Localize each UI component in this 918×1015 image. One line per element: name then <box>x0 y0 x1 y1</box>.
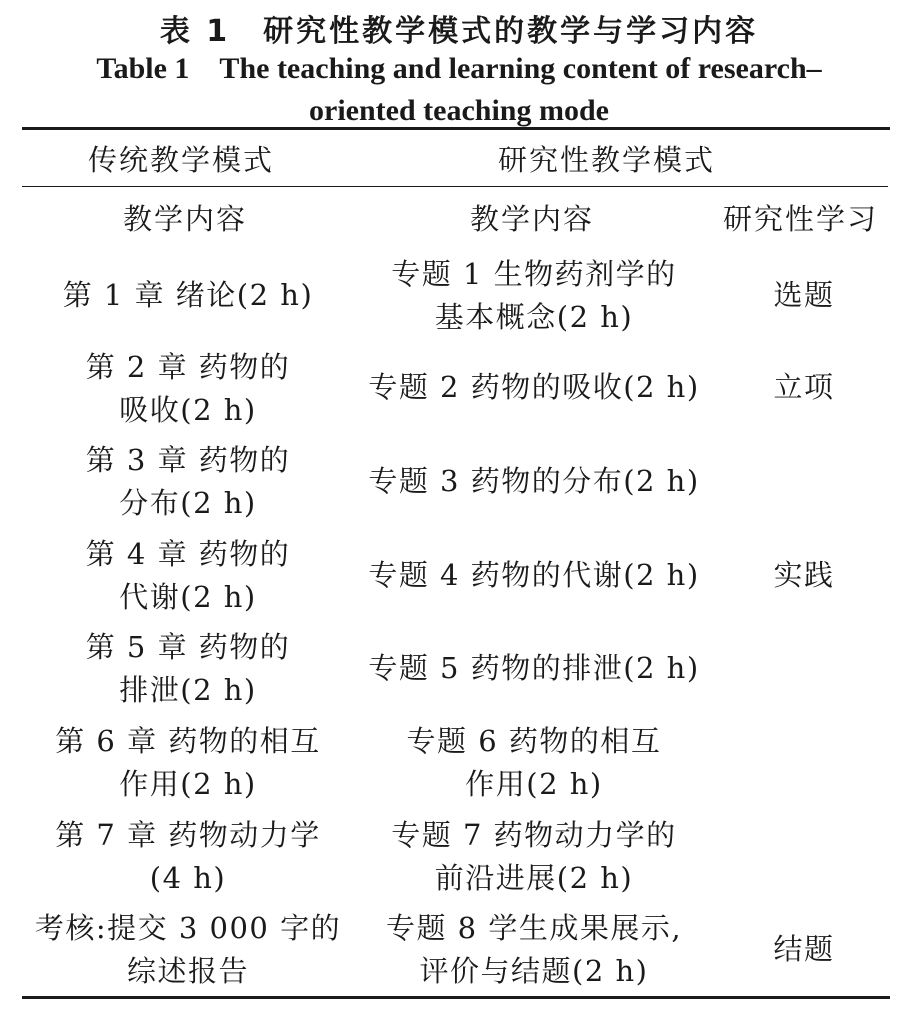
table-caption-cn: 表 1 研究性教学模式的教学与学习内容 <box>159 14 759 49</box>
row-6-traditional: 第 6 章 药物的相互 作用(2 h) <box>55 724 321 801</box>
header-research-learning: 研究性学习 <box>723 202 879 236</box>
row-7-research: 专题 7 药物动力学的 前沿进展(2 h) <box>391 818 677 895</box>
row-3-traditional: 第 3 章 药物的 分布(2 h) <box>85 443 291 520</box>
row-2-research: 专题 2 药物的吸收(2 h) <box>368 370 700 404</box>
table-caption-en-line2: oriented teaching mode <box>309 94 609 127</box>
header-research-mode: 研究性教学模式 <box>498 143 716 177</box>
row-2-traditional: 第 2 章 药物的 吸收(2 h) <box>85 350 291 427</box>
row-8-learning: 结题 <box>773 932 835 966</box>
table-caption-en-line1: Table 1 The teaching and learning content of research– <box>96 52 822 85</box>
header-traditional-mode: 传统教学模式 <box>88 143 275 177</box>
table-bottom-rule <box>22 996 890 999</box>
row-4-learning: 实践 <box>773 558 835 592</box>
row-8-traditional: 考核:提交 3 000 字的 综述报告 <box>34 911 342 988</box>
row-1-learning: 选题 <box>773 278 835 312</box>
row-4-research: 专题 4 药物的代谢(2 h) <box>368 558 700 592</box>
row-7-traditional: 第 7 章 药物动力学 (4 h) <box>55 818 321 895</box>
table-top-rule <box>22 127 890 130</box>
table-caption-en <box>30 48 888 132</box>
row-5-research: 专题 5 药物的排泄(2 h) <box>368 651 700 685</box>
row-8-research: 专题 8 学生成果展示, 评价与结题(2 h) <box>385 911 683 988</box>
row-3-research: 专题 3 药物的分布(2 h) <box>368 464 700 498</box>
header-traditional-content: 教学内容 <box>123 202 248 236</box>
row-2-learning: 立项 <box>773 370 835 404</box>
table-header-rule <box>22 186 888 187</box>
row-4-traditional: 第 4 章 药物的 代谢(2 h) <box>85 537 291 614</box>
row-1-research: 专题 1 生物药剂学的 基本概念(2 h) <box>391 257 677 334</box>
row-6-research: 专题 6 药物的相互 作用(2 h) <box>406 724 662 801</box>
row-1-traditional: 第 1 章 绪论(2 h) <box>62 278 314 312</box>
row-5-traditional: 第 5 章 药物的 排泄(2 h) <box>85 630 291 707</box>
header-research-content: 教学内容 <box>470 202 595 236</box>
